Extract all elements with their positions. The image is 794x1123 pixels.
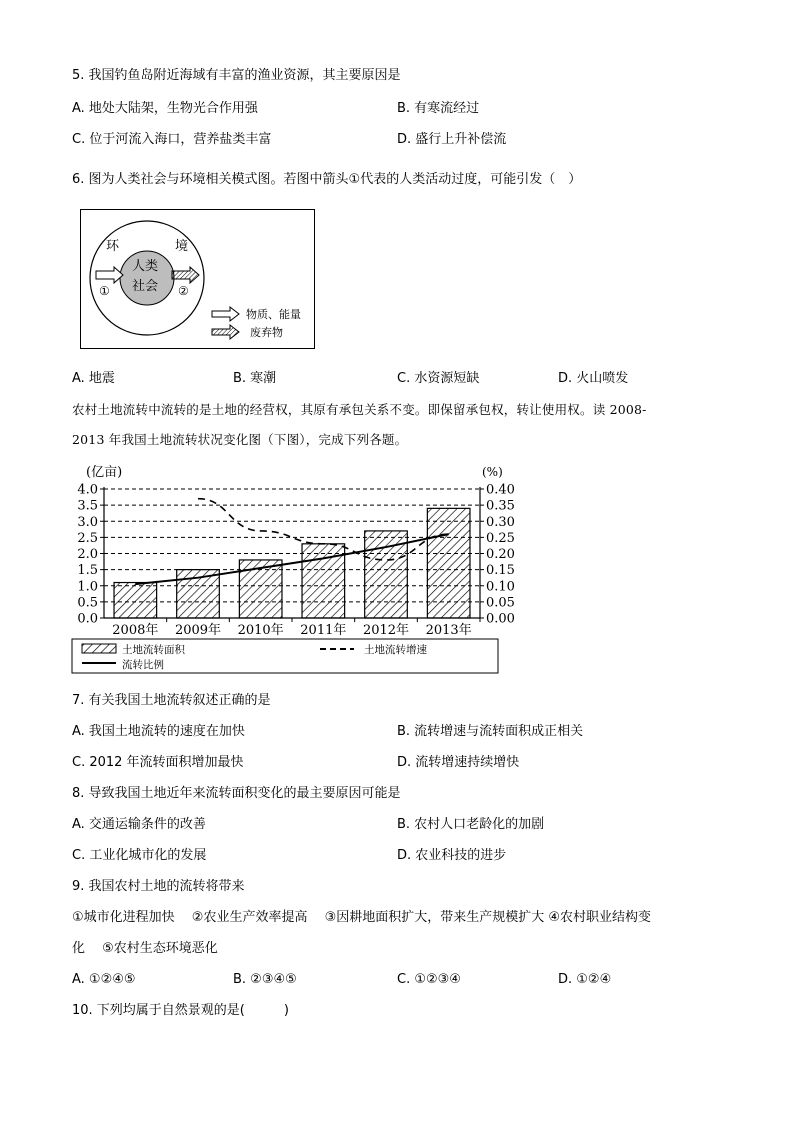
right-tick-label: 0.05 [486, 595, 515, 611]
legend-line-label: 流转比例 [122, 659, 164, 671]
q5-option-c: C. 位于河流入海口，营养盐类丰富 [72, 132, 272, 147]
x-tick-label: 2010年 [237, 623, 284, 638]
society-label-2: 社会 [132, 279, 159, 294]
legend-bar-swatch [82, 644, 116, 653]
arrow-1-label: ① [99, 284, 110, 298]
left-tick-label: 0.0 [77, 611, 98, 627]
q8-option-a: A. 交通运输条件的改善 [72, 817, 206, 832]
x-tick-label: 2012年 [362, 623, 410, 638]
left-tick-label: 2.0 [77, 547, 98, 562]
x-tick-label: 2011年 [300, 623, 347, 638]
legend-bar-label: 土地流转面积 [122, 644, 185, 656]
legend-waste-label: 废弃物 [250, 326, 283, 339]
x-tick-label: 2009年 [174, 623, 222, 638]
right-tick-label: 0.15 [486, 563, 515, 579]
human-environment-diagram [80, 209, 316, 350]
q9-option-a: A. ①②④⑤ [72, 972, 136, 987]
env-label-right: 境 [175, 239, 189, 254]
q9-option-c: C. ①②③④ [397, 972, 461, 987]
q8-option-b: B. 农村人口老龄化的加剧 [397, 817, 545, 832]
q5-option-b: B. 有寒流经过 [397, 101, 480, 116]
q10-stem: 10. 下列均属于自然景观的是( ) [72, 1003, 289, 1018]
q9-option-d: D. ①②④ [558, 972, 612, 987]
land-transfer-chart [62, 462, 515, 676]
left-tick-label: 0.5 [77, 595, 98, 611]
left-tick-label: 4.0 [77, 482, 98, 498]
q9-stem: 9. 我国农村土地的流转将带来 [72, 879, 245, 894]
q6-option-a: A. 地震 [72, 371, 115, 386]
q8-option-d: D. 农业科技的进步 [397, 848, 507, 863]
q5-option-d: D. 盛行上升补偿流 [397, 132, 507, 147]
left-tick-label: 2.5 [77, 530, 98, 546]
q5-stem: 5. 我国钓鱼岛附近海域有丰富的渔业资源，其主要原因是 [72, 68, 401, 83]
q6-option-c: C. 水资源短缺 [397, 371, 480, 386]
left-tick-label: 1.0 [77, 579, 98, 595]
intro-line-2: 2013 年我国土地流转状况变化图（下图），完成下列各题。 [72, 432, 408, 447]
q8-option-c: C. 工业化城市化的发展 [72, 848, 207, 863]
q9-option-b: B. ②③④⑤ [233, 972, 297, 987]
arrow-2-label: ② [178, 284, 189, 298]
q8-stem: 8. 导致我国土地近年来流转面积变化的最主要原因可能是 [72, 786, 401, 801]
q6-option-b: B. 寒潮 [233, 371, 277, 386]
bar-2008年 [114, 583, 157, 618]
left-axis-unit: (亿亩) [86, 465, 123, 480]
right-tick-label: 0.25 [486, 530, 515, 546]
q7-stem: 7. 有关我国土地流转叙述正确的是 [72, 693, 271, 708]
left-tick-label: 1.5 [77, 563, 98, 579]
q7-option-a: A. 我国土地流转的速度在加快 [72, 724, 245, 739]
q6-option-d: D. 火山喷发 [558, 371, 629, 386]
left-tick-label: 3.0 [77, 514, 98, 530]
left-tick-label: 3.5 [77, 498, 98, 514]
q9-choices-line-1: ①城市化进程加快 ②农业生产效率提高 ③因耕地面积扩大，带来生产规模扩大 ④农村职业结构变 [72, 910, 652, 925]
q7-option-c: C. 2012 年流转面积增加最快 [72, 755, 244, 770]
x-tick-label: 2008年 [112, 623, 159, 638]
legend-dashed-label: 土地流转增速 [364, 644, 427, 656]
right-axis-unit: (%) [482, 465, 503, 479]
env-label-left: 环 [106, 239, 120, 254]
right-tick-label: 0.35 [486, 498, 515, 514]
right-tick-label: 0.20 [486, 547, 515, 562]
right-tick-label: 0.30 [486, 514, 515, 530]
q7-option-d: D. 流转增速持续增快 [397, 755, 520, 770]
intro-line-1: 农村土地流转中流转的是土地的经营权，其原有承包关系不变。即保留承包权，转让使用权。读 2008- [72, 402, 647, 417]
q5-option-a: A. 地处大陆架，生物光合作用强 [72, 101, 258, 116]
bar-2013年 [427, 508, 470, 618]
right-tick-label: 0.40 [486, 482, 515, 498]
q6-stem: 6. 图为人类社会与环境相关模式图。若图中箭头①代表的人类活动过度，可能引发（ ） [72, 172, 582, 187]
q7-option-b: B. 流转增速与流转面积成正相关 [397, 724, 584, 739]
society-label-1: 人类 [132, 259, 159, 274]
right-tick-label: 0.10 [486, 579, 515, 595]
legend-material-label: 物质、能量 [246, 308, 301, 321]
q9-choices-line-2: 化 ⑤农村生态环境恶化 [72, 941, 218, 956]
right-tick-label: 0.00 [486, 611, 515, 627]
x-tick-label: 2013年 [425, 623, 472, 638]
